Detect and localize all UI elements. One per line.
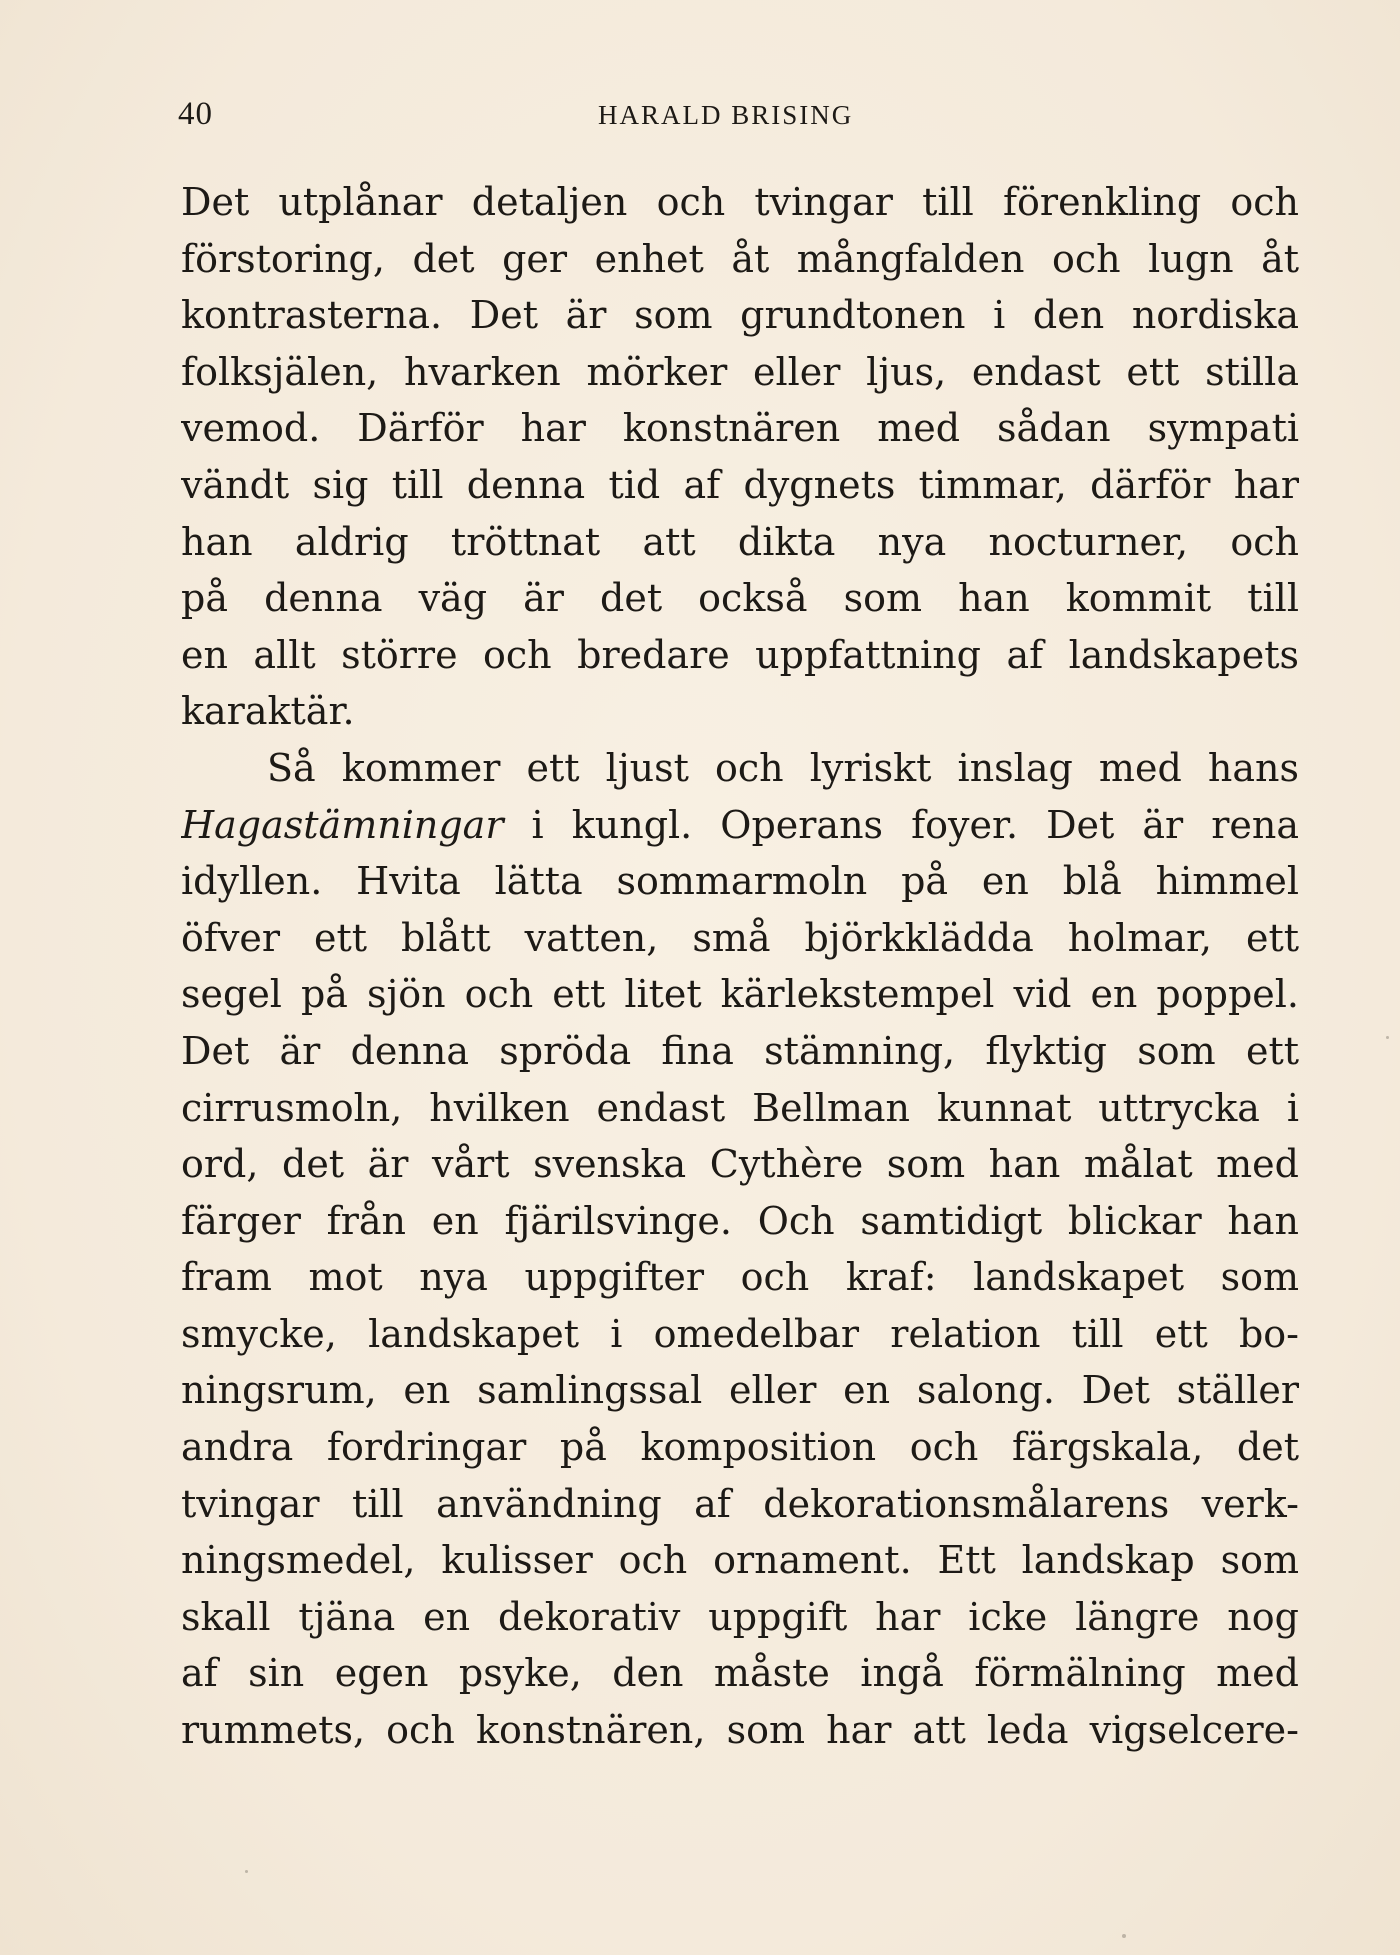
italic-title: Hagastämningar — [181, 802, 504, 847]
text-line: öfver ett blått vatten, små björkklädda holmar, ett — [181, 915, 1299, 960]
body-text — [181, 174, 1299, 1759]
text-line: segel på sjön och ett litet kärlekstempel vid en poppel. — [181, 972, 1299, 1017]
text-line: ningsrum, en samlingssal eller en salong. Det ställer — [181, 1368, 1299, 1413]
text-line: kontrasterna. Det är som grundtonen i den nordiska — [181, 293, 1299, 338]
text-line: tvingar till användning af dekorationsmålarens verk- — [181, 1481, 1299, 1526]
text-line: fram mot nya uppgifter och kraf: landskapet som — [181, 1255, 1299, 1300]
paper-speck — [1122, 1934, 1126, 1938]
paper-speck — [1386, 1036, 1389, 1039]
text-line: på denna väg är det också som han kommit till — [181, 576, 1299, 621]
text-line: af sin egen psyke, den måste ingå förmälning med — [181, 1651, 1299, 1696]
text-line: Det utplånar detaljen och tvingar till förenkling och — [181, 180, 1299, 224]
page-number: 40 — [178, 96, 213, 132]
text-line: Så kommer ett ljust och lyriskt inslag med hans — [267, 745, 1299, 790]
text-line: smycke, landskapet i omedelbar relation till ett bo- — [181, 1311, 1299, 1356]
line-rest: i kungl. Operans foyer. Det är rena — [503, 802, 1299, 847]
paper-speck — [245, 1870, 248, 1873]
text-line: karaktär. — [181, 689, 355, 734]
text-line: skall tjäna en dekorativ uppgift har icke längre nog — [181, 1594, 1299, 1639]
page-header — [178, 96, 1300, 136]
running-head: HARALD BRISING — [598, 100, 854, 130]
paragraph-1 — [181, 174, 1299, 740]
text-line: förstoring, det ger enhet åt mångfalden och lugn åt — [181, 236, 1299, 281]
text-line: han aldrig tröttnat att dikta nya nocturner, och — [181, 519, 1299, 564]
text-line: Det är denna spröda fina stämning, flyktig som ett — [181, 1028, 1299, 1073]
text-line: andra fordringar på komposition och färgskala, det — [181, 1425, 1299, 1470]
text-line: folksjälen, hvarken mörker eller ljus, endast ett stilla — [181, 349, 1299, 394]
text-line: idyllen. Hvita lätta sommarmoln på en blå himmel — [181, 859, 1299, 904]
text-line: ningsmedel, kulisser och ornament. Ett landskap som — [181, 1538, 1299, 1583]
text-line: vemod. Därför har konstnären med sådan sympati — [181, 406, 1299, 451]
text-line: vändt sig till denna tid af dygnets timmar, därför har — [181, 462, 1299, 507]
paragraph-2 — [181, 740, 1299, 1759]
text-line: rummets, och konstnären, som har att leda vigselcere- — [181, 1708, 1299, 1753]
text-line — [181, 797, 1299, 854]
text-line: ord, det är vårt svenska Cythère som han målat med — [181, 1142, 1299, 1187]
text-line: en allt större och bredare uppfattning af landskapets — [181, 632, 1299, 677]
text-line: färger från en fjärilsvinge. Och samtidigt blickar han — [181, 1198, 1299, 1243]
text-line: cirrusmoln, hvilken endast Bellman kunnat uttrycka i — [181, 1085, 1299, 1130]
